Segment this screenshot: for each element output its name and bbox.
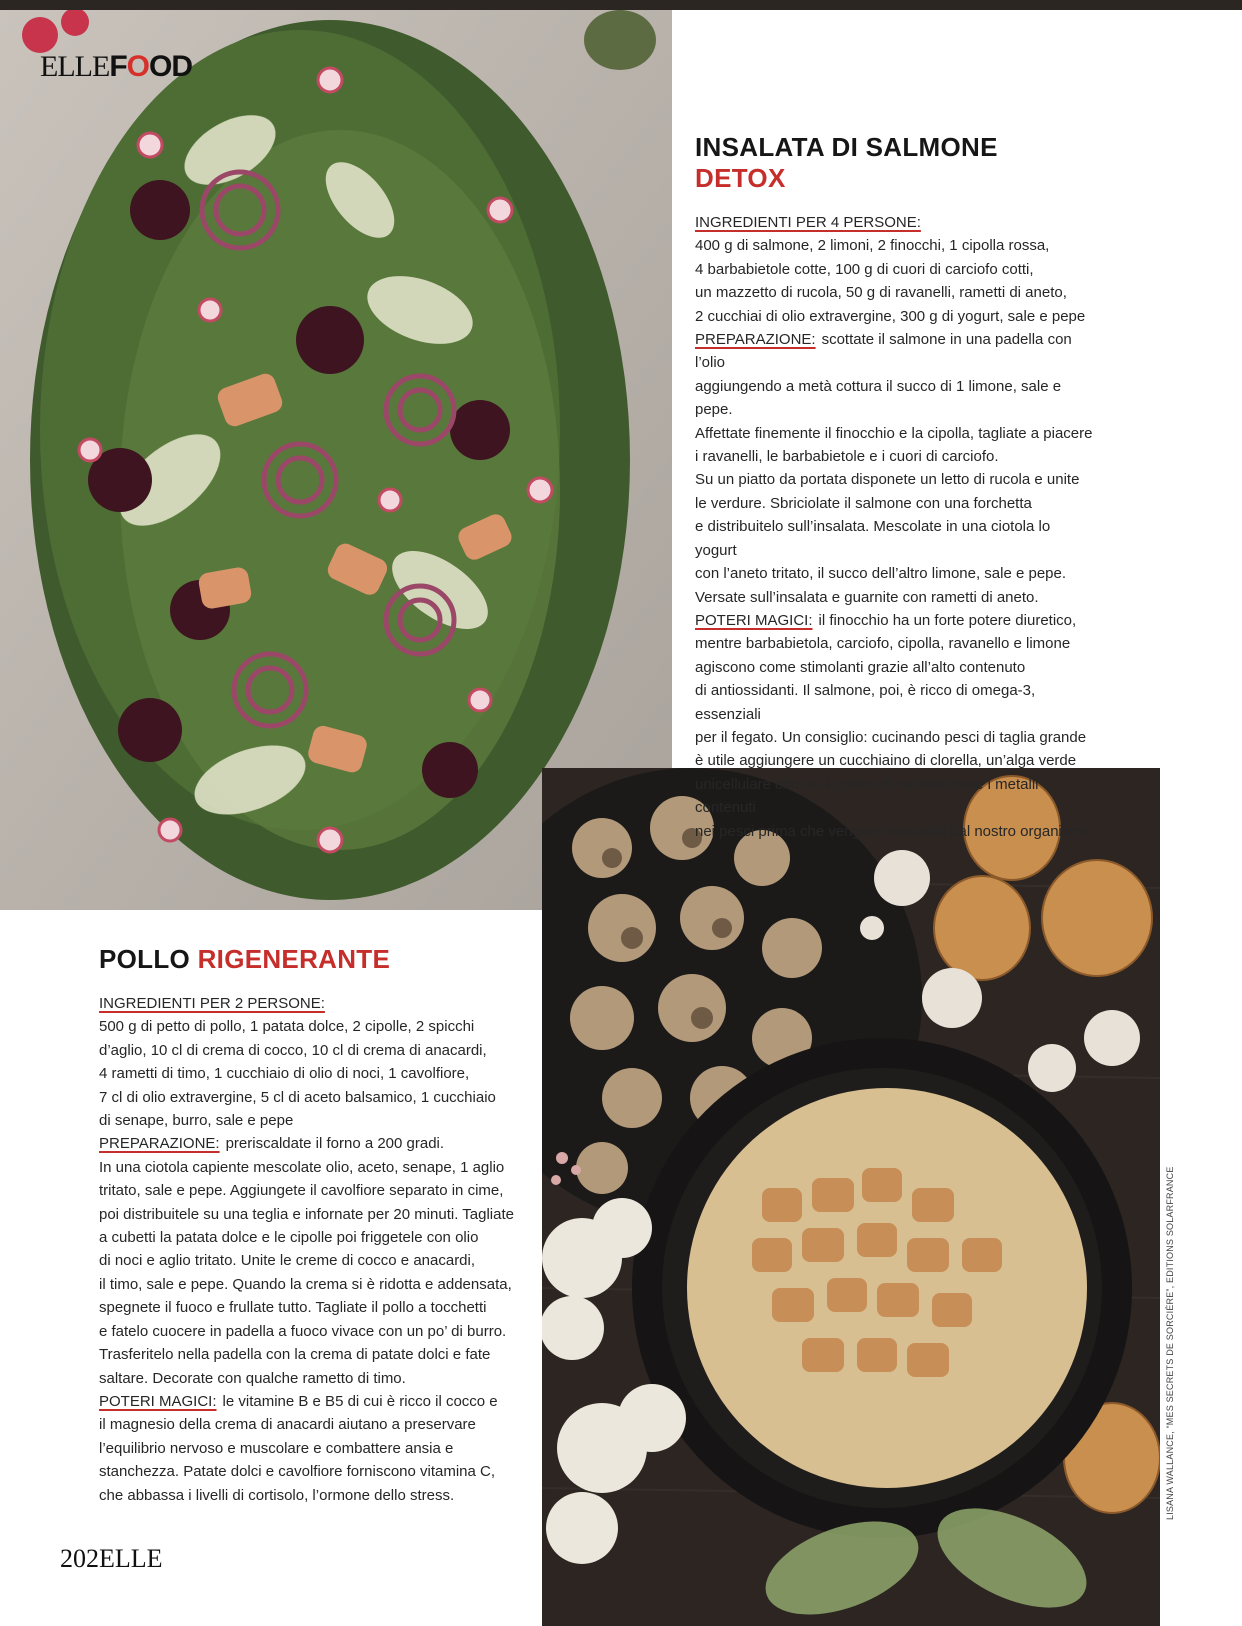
preparation-line: aggiungendo a metà cottura il succo di 1 limone, sale e pepe.: [695, 377, 1062, 419]
ingredients-line: di senape, burro, sale e pepe: [99, 1112, 294, 1130]
preparation-line: scottate il salmone in una padella con l’olio: [695, 331, 1072, 372]
recipe-pollo-rigenerante: [99, 944, 524, 1507]
page-folio: [60, 1544, 163, 1574]
preparation-line: Versate sull’insalata e guarnite con rametti di aneto.: [695, 588, 1039, 606]
photo-credit: LISANA WALLANCE, “MES SECRETS DE SORCIÈRE”, EDITIONS SOLARFRANCE: [1165, 1166, 1175, 1520]
powers-line: stanchezza. Patate dolci e cavolfiore forniscono vitamina C,: [99, 1463, 496, 1481]
preparation-line: tritato, sale e pepe. Aggiungete il cavolfiore separato in cime,: [99, 1182, 504, 1200]
recipe-title: POLLO RIGENERANTE: [99, 944, 391, 974]
recipe-body: [99, 992, 524, 1507]
page-number: 202: [60, 1544, 99, 1573]
powers-line: è utile aggiungere un cucchiaino di clorella, un’alga verde: [695, 752, 1077, 770]
powers-line: nei pesci prima che vengano assorbiti dal nostro organismo.: [695, 822, 1095, 840]
powers-line: il finocchio ha un forte potere diuretico,: [818, 611, 1077, 629]
preparation-line: In una ciotola capiente mescolate olio, aceto, senape, 1 aglio: [99, 1158, 505, 1176]
ingredients-line: 7 cl di olio extravergine, 5 cl di aceto balsamico, 1 cucchiaio: [99, 1088, 496, 1106]
ingredients-line: 500 g di petto di pollo, 1 patata dolce, 2 cipolle, 2 spicchi: [99, 1018, 475, 1036]
recipe-body: [695, 211, 1095, 843]
powers-line: l’equilibrio nervoso e muscolare e combattere ansia e: [99, 1439, 454, 1457]
powers-line: che abbassa i livelli di cortisolo, l’ormone dello stress.: [99, 1486, 455, 1504]
preparation-line: i ravanelli, le barbabietole e i cuori di carciofo.: [695, 448, 999, 466]
ingredients-line: 2 cucchiai di olio extravergine, 300 g di yogurt, sale e pepe: [695, 307, 1086, 325]
preparation-line: Su un piatto da portata disponete un letto di rucola e unite: [695, 471, 1080, 489]
preparation-line: di noci e aglio tritato. Unite le creme di cocco e anacardi,: [99, 1252, 476, 1270]
ingredients-label: INGREDIENTI PER 2 PERSONE:: [99, 995, 325, 1012]
ingredients-line: d’aglio, 10 cl di crema di cocco, 10 cl di crema di anacardi,: [99, 1041, 487, 1059]
preparation-line: saltare. Decorate con qualche rametto di timo.: [99, 1369, 406, 1387]
powers-label: POTERI MAGICI:: [99, 1392, 217, 1410]
preparation-line: spegnete il fuoco e frullate tutto. Tagliate il pollo a tocchetti: [99, 1299, 487, 1317]
preparation-line: preriscaldate il forno a 200 gradi.: [225, 1135, 445, 1153]
ingredients-line: 400 g di salmone, 2 limoni, 2 finocchi, 1 cipolla rossa,: [695, 237, 1050, 255]
powers-line: mentre barbabietola, carciofo, cipolla, ravanello e limone: [695, 635, 1071, 653]
brand-logo: ELLEFOOD: [40, 50, 192, 83]
powers-line: agiscono come stimolanti grazie all’alto contenuto: [695, 658, 1026, 676]
powers-line: le vitamine B e B5 di cui è ricco il cocco e: [222, 1392, 498, 1410]
preparation-line: poi distribuitele su una teglia e infornate per 20 minuti. Tagliate: [99, 1205, 514, 1223]
powers-line: unicellulare che ha il potere di neutralizzare i metalli contenuti: [695, 775, 1039, 817]
preparation-line: e distribuitelo sull’insalata. Mescolate in una ciotola lo yogurt: [695, 518, 1051, 559]
powers-line: di antiossidanti. Il salmone, poi, è ricco di omega-3, essenziali: [695, 682, 1036, 723]
preparation-line: Affettate finemente il finocchio e la cipolla, tagliate a piacere: [695, 424, 1093, 442]
preparation-line: le verdure. Sbriciolate il salmone con una forchetta: [695, 494, 1032, 512]
ingredients-label: INGREDIENTI PER 4 PERSONE:: [695, 214, 921, 231]
powers-line: il magnesio della crema di anacardi aiutano a preservare: [99, 1416, 476, 1434]
chicken-cauliflower-photo: [542, 768, 1160, 1626]
recipe-insalata-salmone: [695, 132, 1095, 843]
ingredients-line: 4 rametti di timo, 1 cucchiaio di olio di noci, 1 cavolfiore,: [99, 1065, 470, 1083]
top-rule: [0, 0, 1242, 10]
preparation-line: con l’aneto tritato, il succo dell’altro limone, sale e pepe.: [695, 565, 1067, 583]
preparation-label: PREPARAZIONE:: [695, 331, 816, 349]
preparation-line: e fatelo cuocere in padella a fuoco vivace con un po’ di burro.: [99, 1322, 507, 1340]
powers-line: per il fegato. Un consiglio: cucinando pesci di taglia grande: [695, 728, 1087, 746]
preparation-line: il timo, sale e pepe. Quando la crema si è ridotta e addensata,: [99, 1275, 512, 1293]
ingredients-line: un mazzetto di rucola, 50 g di ravanelli, rametti di aneto,: [695, 284, 1067, 302]
preparation-label: PREPARAZIONE:: [99, 1135, 220, 1153]
preparation-line: Trasferitelo nella padella con la crema di patate dolci e fate: [99, 1346, 491, 1364]
magazine-name: ELLE: [99, 1544, 163, 1573]
ingredients-line: 4 barbabietole cotte, 100 g di cuori di carciofo cotti,: [695, 260, 1034, 278]
powers-label: POTERI MAGICI:: [695, 611, 813, 629]
recipe-title: INSALATA DI SALMONE DETOX: [695, 132, 998, 193]
preparation-line: a cubetti la patata dolce e le cipolle poi friggetele con olio: [99, 1229, 479, 1247]
